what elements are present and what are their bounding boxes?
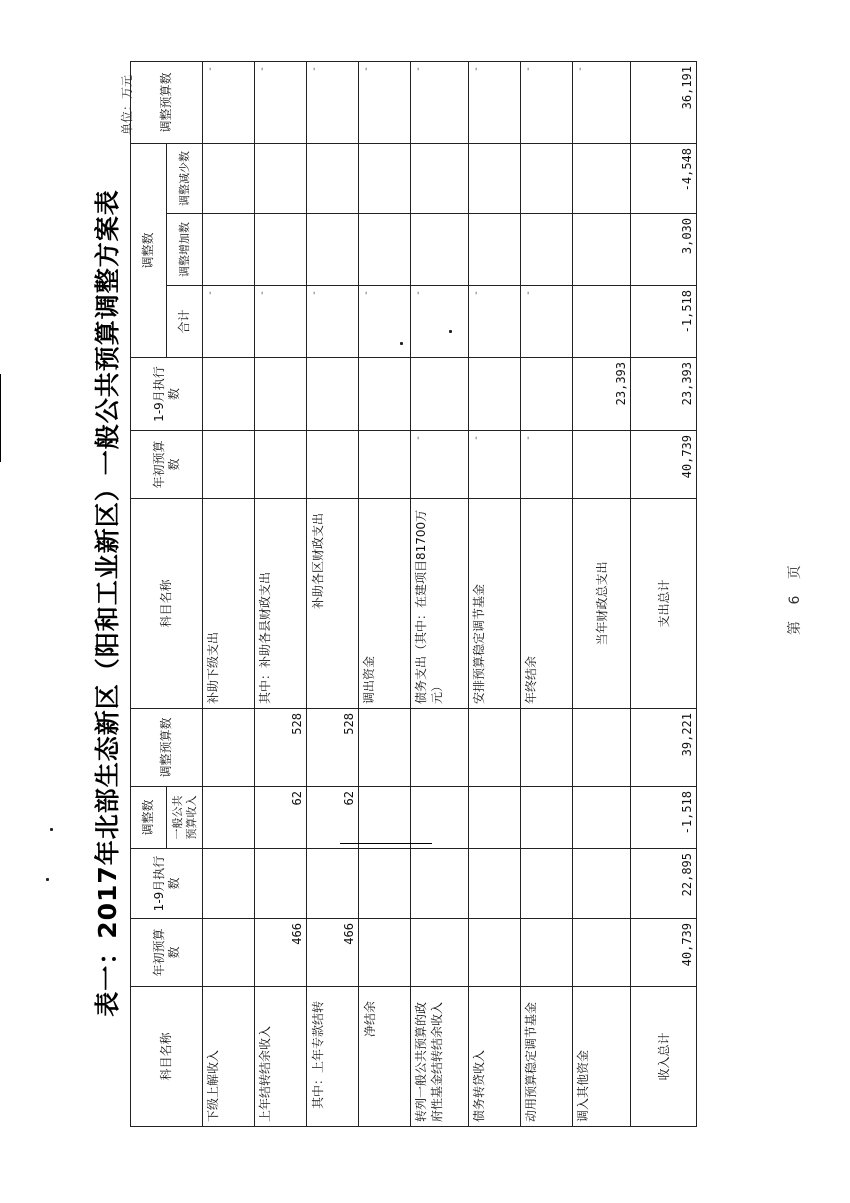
right-adjusted-cell: - <box>203 62 255 144</box>
right-adjusted-cell: - <box>411 62 469 144</box>
right-decrease-cell <box>203 144 255 214</box>
right-exec-cell <box>521 358 573 431</box>
right-budget-cell: - <box>469 431 521 499</box>
left-name-cell: 债务转贷收入 <box>469 987 521 1127</box>
right-increase-cell <box>203 214 255 286</box>
unit-label: 单位：万元 <box>120 74 134 135</box>
right-increase-cell <box>411 214 469 286</box>
right-total-cell: -1,518 <box>631 286 697 358</box>
col-right-adjust: 调整数 <box>131 144 167 358</box>
right-total-cell: - <box>469 286 521 358</box>
left-budget-cell <box>573 919 631 987</box>
right-adjusted-cell: - <box>255 62 307 144</box>
left-budget-cell <box>411 919 469 987</box>
left-name-cell: 调入其他资金 <box>573 987 631 1127</box>
left-adjust-cell: 62 <box>307 787 359 849</box>
left-adjusted-cell <box>521 709 573 787</box>
right-increase-cell <box>469 214 521 286</box>
table-row <box>255 62 307 1127</box>
right-budget-cell: - <box>411 431 469 499</box>
left-exec-cell <box>521 849 573 919</box>
left-budget-cell <box>521 919 573 987</box>
right-adjusted-cell: - <box>521 62 573 144</box>
left-adjust-cell <box>521 787 573 849</box>
left-name-cell: 动用预算稳定调节基金 <box>521 987 573 1127</box>
left-exec-cell <box>359 849 411 919</box>
left-name-cell: 下级上解收入 <box>203 987 255 1127</box>
left-adjust-cell <box>411 787 469 849</box>
left-adjust-cell <box>359 787 411 849</box>
left-adjusted-cell: 39,221 <box>631 709 697 787</box>
right-name-cell: 当年财政总支出 <box>573 499 631 709</box>
left-adjusted-cell <box>573 709 631 787</box>
right-total-cell: - <box>359 286 411 358</box>
right-increase-cell <box>573 214 631 286</box>
right-exec-cell <box>411 358 469 431</box>
left-exec-cell: 22,895 <box>631 849 697 919</box>
right-exec-cell: 23,393 <box>573 358 631 431</box>
right-exec-cell <box>203 358 255 431</box>
scan-speck <box>449 330 452 333</box>
right-adjusted-cell: - <box>307 62 359 144</box>
right-increase-cell <box>521 214 573 286</box>
left-exec-cell <box>469 849 521 919</box>
col-left-adjusted: 调整预算数 <box>131 709 203 787</box>
right-budget-cell <box>255 431 307 499</box>
left-budget-cell <box>359 919 411 987</box>
left-adjusted-cell: 528 <box>255 709 307 787</box>
right-decrease-cell <box>521 144 573 214</box>
right-decrease-cell: -4,548 <box>631 144 697 214</box>
right-budget-cell <box>203 431 255 499</box>
left-adjusted-cell: 528 <box>307 709 359 787</box>
right-total-cell: - <box>411 286 469 358</box>
left-exec-cell <box>573 849 631 919</box>
page-number: 第 6 页 <box>787 559 803 635</box>
table-row <box>521 62 573 1127</box>
left-exec-cell <box>255 849 307 919</box>
left-name-cell: 上年结转结余收入 <box>255 987 307 1127</box>
right-decrease-cell <box>469 144 521 214</box>
table-row <box>631 62 697 1127</box>
right-total-cell: - <box>203 286 255 358</box>
right-exec-cell: 23,393 <box>631 358 697 431</box>
left-budget-cell: 40,739 <box>631 919 697 987</box>
col-right-name: 科目名称 <box>131 499 203 709</box>
right-increase-cell <box>307 214 359 286</box>
right-total-cell: - <box>255 286 307 358</box>
left-name-cell: 其中：上年专款结转 <box>307 987 359 1127</box>
col-right-budget: 年初预算数 <box>131 431 203 499</box>
right-name-cell: 调出资金 <box>359 499 411 709</box>
right-budget-cell <box>573 431 631 499</box>
left-adjust-cell: 62 <box>255 787 307 849</box>
col-right-increase: 调整增加数 <box>167 214 203 286</box>
scan-speck <box>400 342 403 345</box>
col-left-name: 科目名称 <box>131 987 203 1127</box>
right-name-cell: 补助下级支出 <box>203 499 255 709</box>
right-adjusted-cell: - <box>469 62 521 144</box>
right-name-cell: 其中：补助各县财政支出 <box>255 499 307 709</box>
left-name-cell: 转列一般公共预算的政府性基金结转结余收入 <box>411 987 469 1127</box>
right-increase-cell <box>255 214 307 286</box>
right-adjusted-cell: - <box>573 62 631 144</box>
scan-speck <box>46 878 49 881</box>
left-exec-cell <box>411 849 469 919</box>
right-budget-cell <box>307 431 359 499</box>
col-left-adjust: 调整数 <box>131 787 167 849</box>
right-total-cell <box>573 286 631 358</box>
col-right-adjusted: 调整预算数 <box>131 62 203 144</box>
right-decrease-cell <box>307 144 359 214</box>
right-decrease-cell <box>411 144 469 214</box>
left-exec-cell <box>203 849 255 919</box>
right-increase-cell: 3,030 <box>631 214 697 286</box>
right-budget-cell: 40,739 <box>631 431 697 499</box>
left-budget-cell <box>203 919 255 987</box>
col-left-adjust-sub: 一般公共预算收入 <box>167 787 203 849</box>
table-row <box>359 62 411 1127</box>
right-decrease-cell <box>573 144 631 214</box>
right-name-cell: 安排预算稳定调节基金 <box>469 499 521 709</box>
right-name-cell: 年终结余 <box>521 499 573 709</box>
left-adjust-cell <box>573 787 631 849</box>
right-total-cell: - <box>521 286 573 358</box>
left-adjust-cell: -1,518 <box>631 787 697 849</box>
left-adjusted-cell <box>203 709 255 787</box>
table-row <box>469 62 521 1127</box>
left-adjusted-cell <box>411 709 469 787</box>
scan-speck <box>50 828 53 831</box>
right-adjusted-cell: 36,191 <box>631 62 697 144</box>
left-budget-cell: 466 <box>255 919 307 987</box>
right-decrease-cell <box>359 144 411 214</box>
table-body <box>203 62 697 1127</box>
left-exec-cell <box>307 849 359 919</box>
table-row <box>411 62 469 1127</box>
col-left-exec: 1-9月执行数 <box>131 849 203 919</box>
table-row <box>203 62 255 1127</box>
table-row <box>307 62 359 1127</box>
col-right-total: 合计 <box>167 286 203 358</box>
right-exec-cell <box>307 358 359 431</box>
right-name-cell: 债务支出（其中：在建项目81700万元） <box>411 499 469 709</box>
left-adjust-cell <box>203 787 255 849</box>
right-budget-cell <box>359 431 411 499</box>
left-adjust-cell <box>469 787 521 849</box>
left-name-cell: 净结余 <box>359 987 411 1127</box>
right-exec-cell <box>359 358 411 431</box>
col-right-exec: 1-9月执行数 <box>131 358 203 431</box>
right-adjusted-cell: - <box>359 62 411 144</box>
header-row-1 <box>131 62 167 1127</box>
right-exec-cell <box>255 358 307 431</box>
left-budget-cell <box>469 919 521 987</box>
scan-edge-line <box>0 374 1 462</box>
scan-edge-line <box>340 843 432 844</box>
right-budget-cell: - <box>521 431 573 499</box>
budget-table <box>130 61 697 1127</box>
table-row <box>573 62 631 1127</box>
right-total-cell: - <box>307 286 359 358</box>
col-left-budget: 年初预算数 <box>131 919 203 987</box>
page-title: 表一：2017年北部生态新区（阳和工业新区）一般公共预算调整方案表 <box>93 189 122 1017</box>
left-adjusted-cell <box>359 709 411 787</box>
right-name-cell: 补助各区财政支出 <box>307 499 359 709</box>
left-budget-cell: 466 <box>307 919 359 987</box>
right-increase-cell <box>359 214 411 286</box>
right-decrease-cell <box>255 144 307 214</box>
left-name-cell: 收入总计 <box>631 987 697 1127</box>
right-exec-cell <box>469 358 521 431</box>
col-right-decrease: 调整减少数 <box>167 144 203 214</box>
right-name-cell: 支出总计 <box>631 499 697 709</box>
left-adjusted-cell <box>469 709 521 787</box>
